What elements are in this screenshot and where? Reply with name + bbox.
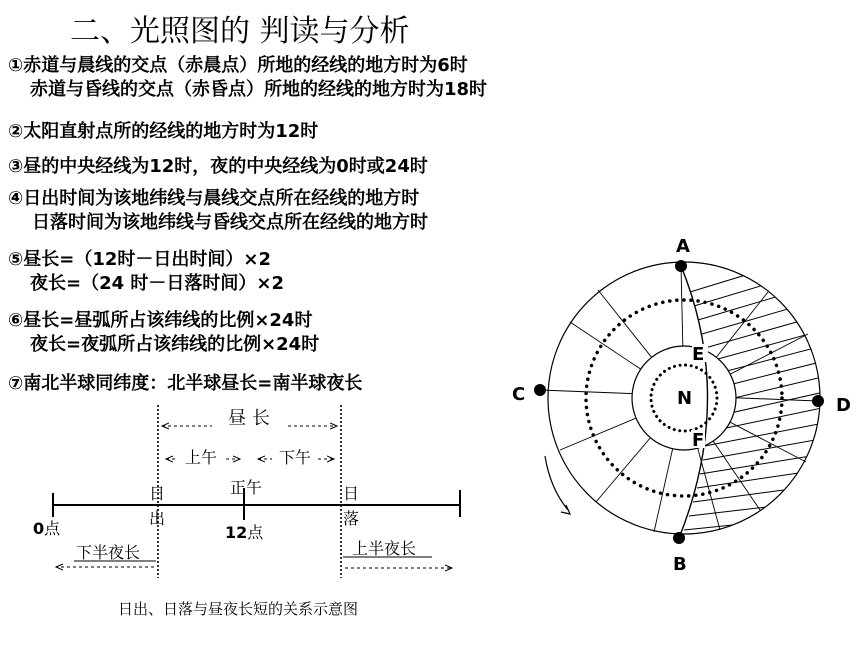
rule-3 [8,155,428,179]
zero-hour-number: 0 [33,519,45,538]
rule-5 [8,248,284,296]
polar-illumination-diagram [500,228,860,588]
label-c: C [512,384,526,405]
timeline-caption: 日出、日落与昼夜长短的关系示意图 [117,600,359,618]
day-length-timeline [0,395,500,635]
sunset-label-1: 日 [343,484,360,503]
rule-7-line-1: ⑦南北半球同纬度：北半球昼长=南半球夜长 [8,373,363,394]
morning-label: 上午 [184,448,218,467]
day-length-label: 昼 长 [228,408,270,429]
rule-6-line-2: 夜长=夜弧所占该纬线的比例×24时 [30,334,320,355]
page-title: 二、光照图的 判读与分析 [70,14,410,49]
label-n: N [677,388,693,409]
label-f: F [692,430,705,451]
rule-5-line-1: ⑤昼长=（12时－日出时间）×2 [8,249,271,270]
zero-hour-label [33,519,61,538]
point-b-dot [673,532,685,544]
rule-6 [8,309,319,357]
lower-night-label: 下半夜长 [76,543,141,562]
rule-3-line-1: ③昼的中央经线为12时，夜的中央经线为0时或24时 [8,156,428,177]
sunset-label-2: 落 [343,509,360,528]
rule-5-line-2: 夜长=（24 时－日落时间）×2 [30,273,285,294]
point-c-dot [534,384,546,396]
twelve-hour-number: 12 [225,523,248,542]
point-a-dot [675,260,687,272]
label-e: E [692,344,705,365]
zero-hour-unit: 点 [44,519,61,538]
point-d-dot [812,395,824,407]
twelve-hour-unit: 点 [247,523,264,542]
sunrise-label-1: 日 [149,484,166,503]
label-d: D [836,395,851,416]
rule-6-line-1: ⑥昼长=昼弧所占该纬线的比例×24时 [8,310,313,331]
noon-label: 正午 [229,478,263,497]
twelve-hour-label [225,523,264,542]
rule-2 [8,120,318,144]
rule-1-line-1: ①赤道与晨线的交点（赤晨点）所地的经线的地方时为6时 [8,55,468,76]
rule-2-line-1: ②太阳直射点所的经线的地方时为12时 [8,121,319,142]
rule-1-line-2: 赤道与昏线的交点（赤昏点）所地的经线的地方时为18时 [30,79,488,100]
upper-night-label: 上半夜长 [352,539,417,558]
label-b: B [673,554,687,575]
label-a: A [676,236,690,257]
afternoon-label: 下午 [278,448,312,467]
sunrise-label-2: 出 [149,509,166,528]
rule-4 [8,187,428,235]
rule-4-line-1: ④日出时间为该地纬线与晨线交点所在经线的地方时 [8,188,420,209]
rule-7 [8,372,362,396]
rule-1 [8,54,487,102]
rule-4-line-2: 日落时间为该地纬线与昏线交点所在经线的地方时 [32,212,428,233]
